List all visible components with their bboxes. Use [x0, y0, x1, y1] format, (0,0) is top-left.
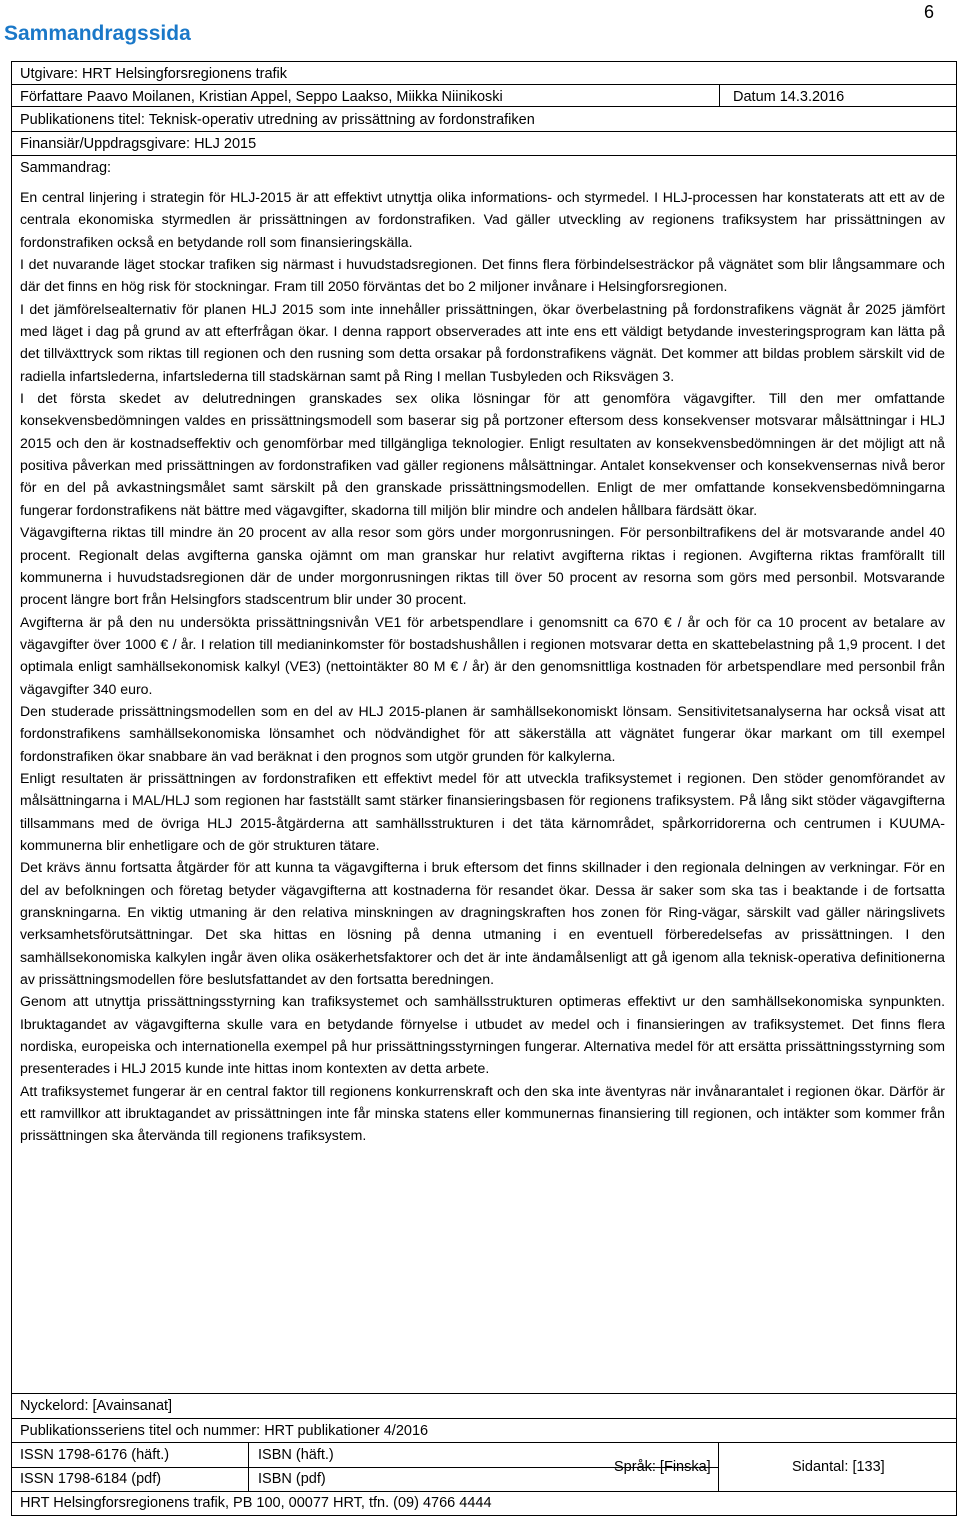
isbn-print: ISBN (häft.)	[258, 1447, 334, 1463]
divider	[12, 84, 957, 85]
authors: Författare Paavo Moilanen, Kristian Appel, Seppo Laakso, Miikka Niinikoski	[20, 89, 503, 105]
divider	[12, 1393, 957, 1394]
divider	[12, 106, 957, 107]
publication-date: Datum 14.3.2016	[733, 89, 845, 105]
summary-paragraph: I det nuvarande läget stockar trafiken sig närmast i huvudstadsregionen. Det finns flera förbindelsesträckor på vägnätet som blir långsammare och där det finns en hög risk för stockningar. Fram till 2050 förväntas det bo 2 miljoner invånare i Helsingforsregionen.	[20, 256, 945, 295]
divider	[12, 1418, 957, 1419]
divider	[12, 1491, 957, 1492]
language: Språk: [Finska]	[614, 1459, 711, 1475]
keywords: Nyckelord: [Avainsanat]	[20, 1398, 173, 1414]
divider	[718, 1442, 719, 1491]
page-count: Sidantal: [133]	[792, 1459, 885, 1475]
series-title: Publikationsseriens titel och nummer: HRT publikationer 4/2016	[20, 1423, 429, 1439]
summary-paragraph: Avgifterna är på den nu undersökta prissättningsnivån VE1 för arbetspendlare i genomsnitt ca 670 € / år och för ca 10 procent av betalare av vägavgifter över 1000 € / år. I relation till medianinkomster för bostadshushållen i regionen motsvarar detta en skattebelastning på 1,9 procent. I det optimala enligt samhällsekonomisk kalkyl (VE3) (nettointäkter 80 M € / år) är den genomsnittliga kostnaden för arbetspendlare med personbil från vägavgifter 340 euro.	[20, 613, 945, 697]
divider	[12, 155, 957, 156]
divider	[12, 131, 957, 132]
financier: Finansiär/Uppdragsgivare: HLJ 2015	[20, 136, 257, 152]
divider	[719, 84, 720, 106]
summary-paragraph: Det krävs ännu fortsatta åtgärder för att kunna ta vägavgifterna i bruk eftersom det finns skillnader i den regionala delningen av verkningar. För en del av befolkningen och företag betyder vägavgifterna att kostnaderna för resandet ökar. Dessa är saker som ska tas i beaktande i de fortsatta granskningarna. En viktig utmaning är den relativa minskningen av dragningskraften hos zonen för Ring-vägar, särskilt vad gäller näringslivets verksamhetsförutsättningar. Det ska hittas en lösning på denna utmaning i en eventuell förberedelsefas av prissättningen. I den samhällsekonomiska kalkylen ingår även olika osäkerhetsfaktorer och det är inte ändamålsenligt att gå igenom alla teknisk-operativa definitionerna av prissättningsmodellen före beslutsfattandet av den fortsatta beredningen.	[20, 859, 945, 988]
page-number: 6	[923, 2, 934, 22]
issn-print: ISSN 1798-6176 (häft.)	[20, 1447, 170, 1463]
divider	[12, 1467, 718, 1468]
publication-title: Publikationens titel: Teknisk-operativ utredning av prissättning av fordonstrafiken	[20, 112, 535, 128]
summary-paragraph: Den studerade prissättningsmodellen som en del av HLJ 2015-planen är samhällsekonomiskt lönsam. Sensitivitetsanalyserna har också visat att fordonstrafikens samhällsekonomiska lönsamhet och nödvändighet för att säkerställa att vägnätet fungerar ökar markant om till exempel fordonstrafiken ökar snabbare än vad beräknat i den prognos som utgör grunden för kalkylerna.	[20, 702, 945, 764]
page-title: Sammandragssida	[4, 22, 191, 45]
summary-paragraph: I det jämförelsealternativ för planen HLJ 2015 som inte innehåller prissättningen, ökar överbelastning på fordonstrafikens vägnät år 2025 jämfört med läget i dag på grund av att efterfrågan ökar. I denna rapport observerades att inte ens ett väldigt betydande investeringsprogram kan lätta på det tillväxttryck som riktas till regionen och den rusning som detta orsakar på fordonstrafikens vägnät. Det kommer att bildas problem särskilt vid de radiella infartslederna, infartslederna till stadskärnan samt på Ring I mellan Tusbyleden och Riksvägen 3.	[20, 300, 945, 384]
summary-label: Sammandrag:	[20, 160, 112, 176]
summary-paragraph: Genom att utnyttja prissättningsstyrning kan trafiksystemet och samhällsstrukturen optimeras effektivt ur den samhällsekonomiska synpunkten. Ibruktagandet av vägavgifterna skulle vara en betydande förnyelse i utbudet av medel och i finansieringen av trafiksystemet. Det finns flera nordiska, europeiska och internationella exempel på hur prissättningsstyrningen fungerar. Alternativa medel för att ersätta prissättningsstyrning som presenterades i HLJ 2015 kunde inte hittas inom kontexten av detta arbete.	[20, 993, 945, 1077]
summary-paragraph: Enligt resultaten är prissättningen av fordonstrafiken ett effektivt medel för att utveckla trafiksystemet i regionen. Den stöder genomförandet av målsättningarna i MAL/HLJ som regionen har fastställt samt stärker finansieringsbasen för regionens trafiksystem. På lång sikt stöder vägavgifterna tillsammans med de övriga HLJ 2015-åtgärderna att samhällsstrukturen i det täta kärnområdet, spårkorridorerna och centrumen i KUUMA-kommunerna blir enhetligare och de gör strukturen tätare.	[20, 769, 945, 853]
divider	[248, 1442, 249, 1491]
issn-pdf: ISSN 1798-6184 (pdf)	[20, 1471, 162, 1487]
summary-paragraph: I det första skedet av delutredningen granskades sex olika lösningar för att genomföra vägavgifter. Till den mer omfattande konsekvensbedömningen valdes en prissättningsmodell som baserar sig på portzoner eftersom dess konsekvenser motsvarar målsättningar i HLJ 2015 och den är kostnadseffektiv och genomförbar med tillgängliga teknologier. Enligt resultaten av konsekvensbedömningen är det möjligt att nå positiva påverkan med prissättningen av fordonstrafiken vad gäller regionens målsättningar. Antalet konsekvenser och konsekvensernas nivå beror för en del på avkastningsmålet samt särskilt på den granskade prissättningsmodellen. Enligt de mer omfattande konsekvensbedömningarna fungerar fordonstrafikens nät bättre med vägavgifter, skadorna till miljön blir mindre och andelen hållbara färdsätt ökar.	[20, 390, 945, 518]
isbn-pdf: ISBN (pdf)	[258, 1471, 326, 1487]
summary-paragraph: Att trafiksystemet fungerar är en central faktor till regionens konkurrenskraft och den ska inte äventyras när invånarantalet i regionen ökar. Därför är ett ramvillkor att ibruktagandet av prissättningen inte får minska statens eller kommunernas finansiering till regionen, och intäkter som kommer från prissättningen ska återvända till regionens trafiksystem.	[20, 1082, 945, 1144]
summary-paragraph: Vägavgifterna riktas till mindre än 20 procent av alla resor som görs under morgonrusningen. För personbiltrafikens del är motsvarande andel 40 procent. Regionalt delas avgifterna ganska ojämnt om man granskar hur relativt avgifterna riktas i regionen. Avgifterna riktas framförallt till kommunerna i huvudstadsregionen där de under morgonrusningen riktas till över 50 procent av resorna som görs med personbil. Motsvarande procent längre bort från Helsingfors stadscentrum blir under 30 procent.	[20, 524, 945, 608]
divider	[12, 1442, 957, 1443]
summary-paragraph: En central linjering i strategin för HLJ-2015 är att effektivt utnyttja olika informations- och styrmedel. I HLJ-processen har konstaterats att ett av de centrala ekonomiska styrmedlen är prissättningen av fordonstrafiken. Vad gäller utveckling av regionens trafiksystem har prissättningen av fordonstrafiken också en betydande roll som finansieringskälla.	[20, 189, 945, 250]
summary-body	[20, 186, 945, 1147]
publisher-address: HRT Helsingforsregionens trafik, PB 100, 00077 HRT, tfn. (09) 4766 4444	[20, 1495, 492, 1511]
publisher: Utgivare: HRT Helsingforsregionens trafik	[20, 66, 288, 82]
